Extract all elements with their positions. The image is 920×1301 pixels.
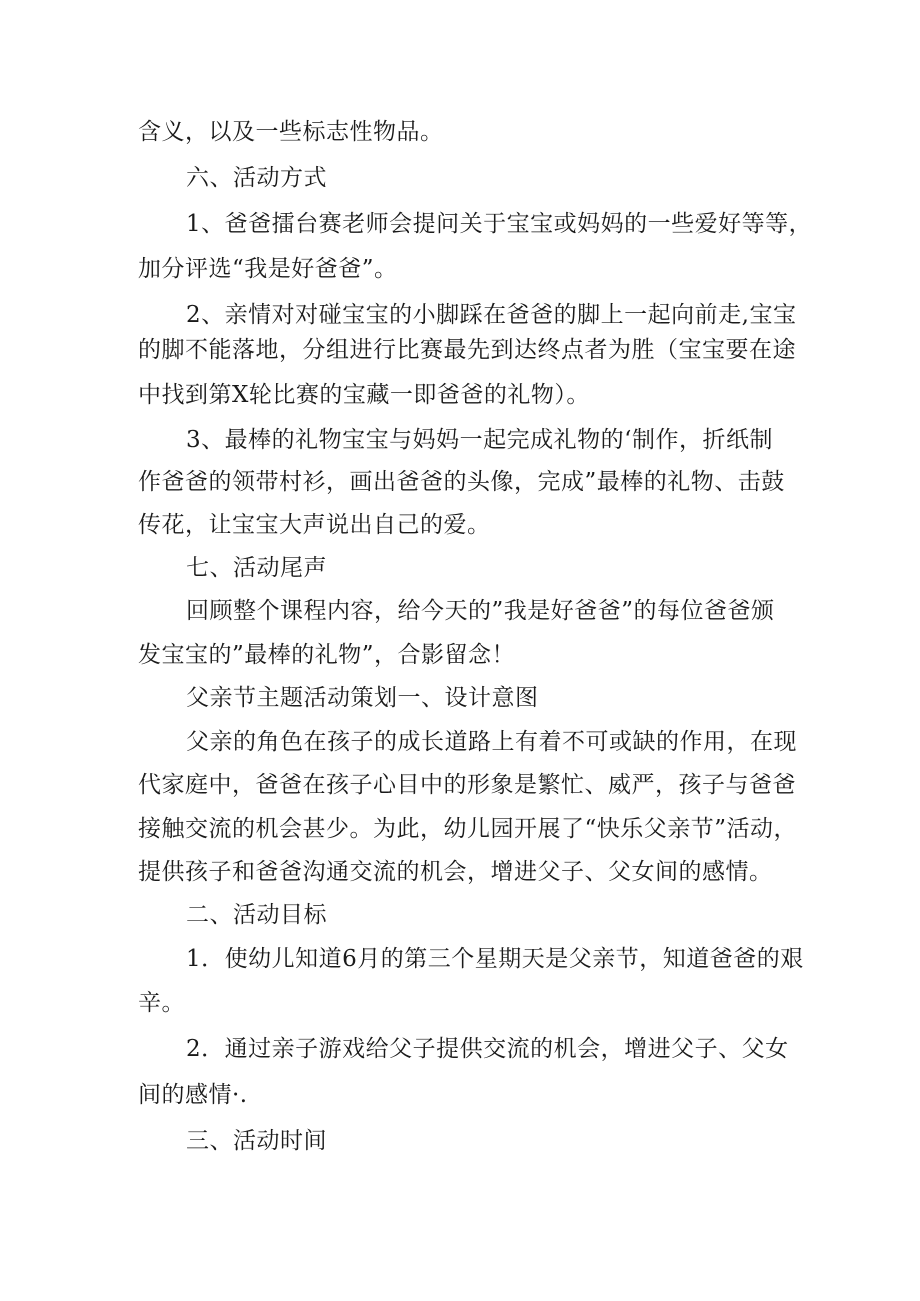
- text-line: 的脚不能落地，分组进行比赛最先到达终点者为胜（宝宝要在途: [138, 337, 796, 363]
- text-line: 回顾整个课程内容，给今天的”我是好爸爸”的每位爸爸颁: [186, 598, 775, 624]
- text-line: 发宝宝的”最棒的礼物”，合影留念！: [138, 642, 516, 668]
- text-line: 辛。: [138, 990, 185, 1016]
- text-line: 接触交流的机会甚少。为此，幼儿园开展了“快乐父亲节”活动，: [138, 816, 798, 842]
- text-line: 2．通过亲子游戏给父子提供交流的机会，增进父子、父女: [186, 1036, 789, 1062]
- section-heading: 二、活动目标: [186, 902, 327, 928]
- text-line: 1．使幼儿知道6月的第三个星期天是父亲节，知道爸爸的艰: [186, 946, 804, 972]
- text-line: 代家庭中，爸爸在孩子心目中的形象是繁忙、威严，孩子与爸爸: [138, 772, 796, 798]
- text-line: 父亲的角色在孩子的成长道路上有着不可或缺的作用，在现: [186, 729, 797, 755]
- text-line: 中找到第X轮比赛的宝藏一即爸爸的礼物）。: [138, 382, 590, 408]
- text-line: 间的感情·.: [138, 1082, 248, 1108]
- text-line: 1、爸爸擂台赛老师会提问关于宝宝或妈妈的一些爱好等等，: [186, 211, 813, 237]
- section-heading: 六、活动方式: [186, 165, 327, 191]
- text-line: 加分评选“我是好爸爸”。: [138, 256, 398, 282]
- text-line: 3、最棒的礼物宝宝与妈妈一起完成礼物的‘制作，折纸制: [186, 427, 773, 453]
- section-heading: 三、活动时间: [186, 1128, 327, 1154]
- text-line: 作爸爸的领带村衫，画出爸爸的头像，完成”最棒的礼物、击鼓: [138, 469, 785, 495]
- text-line: 提供孩子和爸爸沟通交流的机会，增进父子、父女间的感情。: [138, 859, 773, 885]
- section-heading: 父亲节主题活动策划一、设计意图: [186, 685, 539, 711]
- section-heading: 七、活动尾声: [186, 555, 327, 581]
- text-line: 含义，以及一些标志性物品。: [138, 119, 444, 145]
- text-line: 传花，让宝宝大声说出自己的爱。: [138, 512, 491, 538]
- text-line: 2、亲情对对碰宝宝的小脚踩在爸爸的脚上一起向前走,宝宝: [186, 302, 797, 328]
